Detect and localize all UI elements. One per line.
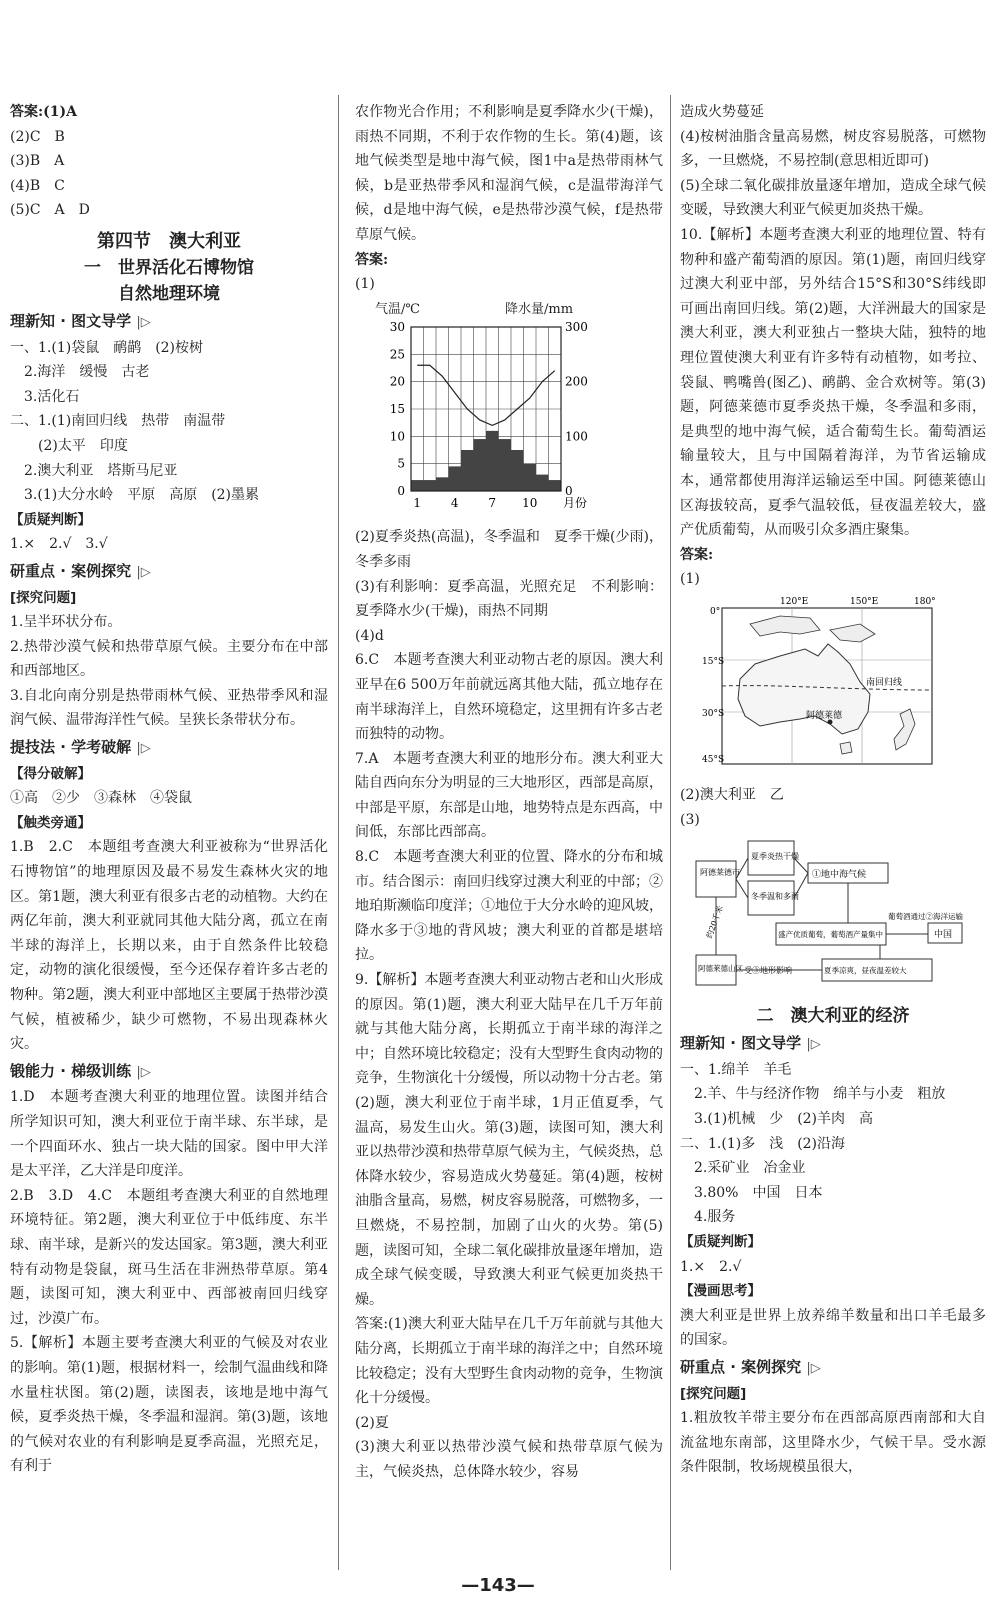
bracket-heading: 【质疑判断】 bbox=[10, 511, 91, 528]
list-item: 二、1.(1)多 浅 (2)沿海 bbox=[680, 1135, 846, 1152]
x-axis-label: 月份 bbox=[563, 495, 588, 510]
list-item: 一、1.绵羊 羊毛 bbox=[680, 1061, 792, 1078]
heading-yanzhongdian bbox=[680, 1355, 986, 1382]
paragraph: 3.自北向南分别是热带雨林气候、亚热带季风和湿润气候、温带海洋性气候。呈狭长条带状分布。 bbox=[10, 687, 328, 729]
paragraph: 6.C 本题考查澳大利亚动物古老的原因。澳大利亚早在6 500万年前就远离其他大陆，孤立地存在南半球海洋上，自然环境稳定，这里拥有许多古老而独特的动物。 bbox=[355, 652, 663, 743]
australia-map bbox=[702, 594, 940, 769]
paragraph: 1.B 2.C 本题组考查澳大利亚被称为“世界活化石博物馆”的地理原因及最不易发生森林火灾的地区。第1题，澳大利亚有很多古老的动植物。大约在两亿年前，澳大利亚就同其他大陆分离，孤立在南半球的海洋上，长期以来，由于自然条件比较稳定，动物的演化很缓慢，至今还保存着许多古老的物种。第2题，澳大利亚中部地区主要属于热带沙漠气候，植被稀少，缺少可燃物，不易出现森林火灾。 bbox=[10, 839, 328, 1053]
bracket-heading: 【得分破解】 bbox=[10, 765, 91, 782]
lon-label: 180° bbox=[914, 596, 936, 607]
y-tick-label-left: 20 bbox=[389, 374, 405, 389]
tropic-label: 南回归线 bbox=[866, 677, 903, 688]
precipitation-bar bbox=[511, 450, 524, 491]
precipitation-bar bbox=[536, 474, 549, 490]
x-tick-label: 7 bbox=[488, 495, 497, 510]
heading-text: 研重点 · 案例探究 bbox=[680, 1357, 802, 1376]
heading-text: 研重点 · 案例探究 bbox=[10, 561, 132, 580]
answer-line: (3)B A bbox=[10, 153, 65, 170]
flow-wine: 盛产优质葡萄，葡萄酒产量集中 bbox=[778, 929, 883, 939]
answer-line: (4)d bbox=[355, 627, 384, 644]
answer-line: (2)夏 bbox=[355, 1414, 389, 1431]
arrow-icon: |▷ bbox=[136, 564, 151, 580]
paragraph: (2)夏季炎热(高温)，冬季温和 夏季干燥(少雨)，冬季多雨 bbox=[355, 529, 663, 570]
paragraph: 1.呈半环状分布。 bbox=[10, 614, 122, 631]
arrow-icon: |▷ bbox=[136, 314, 151, 330]
precipitation-bar bbox=[424, 480, 437, 491]
lat-label: 15°S bbox=[702, 656, 725, 667]
answer-line: (4)B C bbox=[10, 177, 65, 194]
tasmania bbox=[840, 742, 852, 754]
bracket-heading: [探究问题] bbox=[10, 589, 77, 606]
sub-title: 二 澳大利亚的经济 bbox=[756, 1006, 910, 1027]
paragraph: (3)有利影响：夏季高温，光照充足 不利影响：夏季降水少(干燥)，雨热不同期 bbox=[355, 578, 663, 620]
bracket-heading: 【漫画思考】 bbox=[680, 1283, 761, 1300]
answer-line: (2)澳大利亚 乙 bbox=[680, 787, 784, 804]
list-item: 3.(1)大分水岭 平原 高原 (2)墨累 bbox=[24, 487, 260, 504]
flow-relief: 受③地形影响 bbox=[744, 965, 792, 975]
paragraph: 5.【解析】本题主要考查澳大利亚的气候及对农业的影响。第(1)题，根据材料一，绘制气温曲线和降水量柱状图。第(2)题，读图表，该地是地中海气候，夏季炎热干燥，冬季温和湿润。第(3)题，该地的气候对农业的有利影响是夏季高温，光照充足，有利于 bbox=[10, 1335, 328, 1475]
flow-climate: ①地中海气候 bbox=[812, 869, 867, 880]
answer-line: (1) bbox=[355, 276, 375, 293]
answer-line: (3) bbox=[680, 812, 700, 829]
y-tick-label-left: 25 bbox=[389, 347, 405, 362]
precipitation-bar bbox=[449, 466, 462, 491]
list-item: 2.采矿业 冶金业 bbox=[694, 1160, 806, 1177]
x-tick-label: 1 bbox=[413, 495, 422, 510]
sub-title: 自然地理环境 bbox=[118, 283, 220, 304]
column-3 bbox=[680, 100, 986, 1480]
score-answers: ①高 ②少 ③森林 ④袋鼠 bbox=[10, 790, 192, 807]
answers-label: 答案: bbox=[355, 251, 389, 268]
bracket-heading: 【质疑判断】 bbox=[680, 1234, 761, 1250]
heading-lixinzhi bbox=[10, 309, 328, 336]
page-number: —143— bbox=[461, 1575, 535, 1596]
answer-line: (5)C A D bbox=[10, 202, 90, 219]
list-item: 2.海洋 缓慢 古老 bbox=[24, 364, 150, 381]
lon-label: 120°E bbox=[780, 596, 809, 607]
list-item: 3.(1)机械 少 (2)羊肉 高 bbox=[694, 1111, 874, 1128]
heading-yanzhongdian bbox=[10, 559, 328, 586]
y-tick-label-right: 0 bbox=[565, 483, 573, 498]
climate-chart bbox=[373, 301, 623, 511]
flow-hills: 阿德莱德山区 bbox=[698, 963, 743, 973]
flow-city: 阿德莱德市 bbox=[700, 867, 740, 877]
y-tick-label-right: 300 bbox=[565, 319, 588, 334]
judgement-answers: 1.× 2.√ bbox=[680, 1258, 742, 1275]
heading-lixinzhi bbox=[680, 1031, 986, 1058]
flow-summer: 夏季炎热干燥 bbox=[751, 851, 799, 861]
list-item: 3.80% 中国 日本 bbox=[694, 1184, 823, 1201]
flow-diagram bbox=[690, 837, 970, 987]
list-item: 2.澳大利亚 塔斯马尼亚 bbox=[24, 462, 178, 479]
paragraph: 2.B 3.D 4.C 本题组考查澳大利亚的自然地理环境特征。第2题，澳大利亚位于中低纬度、东半球、南半球，是新兴的发达国家。第3题，澳大利亚特有动物是袋鼠，斑马生活在非洲热带草原。第4题，读图可知，澳大利亚中、西部被南回归线穿过，沙漠广布。 bbox=[10, 1187, 328, 1327]
flow-distance: 约20千米 bbox=[704, 904, 725, 940]
flow-china: 中国 bbox=[934, 929, 953, 940]
lat-label: 30°S bbox=[702, 708, 725, 719]
precipitation-bar bbox=[411, 480, 424, 491]
precipitation-bar bbox=[436, 477, 449, 491]
arrow-icon: |▷ bbox=[806, 1037, 821, 1053]
x-tick-label: 4 bbox=[450, 495, 459, 510]
list-item: 3.活化石 bbox=[24, 388, 80, 405]
y-axis-right-label: 降水量/mm bbox=[505, 301, 574, 317]
arrow-icon: |▷ bbox=[136, 741, 151, 757]
judgement-answers: 1.× 2.√ 3.√ bbox=[10, 536, 108, 553]
list-item: 二、1.(1)南回归线 热带 南温带 bbox=[10, 413, 226, 430]
precipitation-bar bbox=[499, 439, 512, 491]
section-title: 第四节 澳大利亚 bbox=[97, 230, 241, 252]
lat-label: 0° bbox=[710, 606, 721, 617]
y-tick-label-right: 100 bbox=[565, 429, 588, 444]
answer-line: (2)C B bbox=[10, 128, 65, 145]
lat-label: 45°S bbox=[702, 754, 725, 765]
precipitation-bar bbox=[474, 439, 487, 491]
y-tick-label-left: 10 bbox=[389, 429, 405, 444]
arrow-icon: |▷ bbox=[806, 1360, 821, 1376]
paragraph: 1.粗放牧羊带主要分布在西部高原西南部和大自流盆地东南部，这里降水少，气候干旱。受水源条件限制，牧场规模虽很大， bbox=[680, 1410, 986, 1476]
column-2 bbox=[355, 100, 663, 1485]
paragraph: 1.D 本题考查澳大利亚的地理位置。读图并结合所学知识可知，澳大利亚位于南半球、东半球，是一个四面环水、独占一块大陆的国家。图中甲大洋是太平洋，乙大洋是印度洋。 bbox=[10, 1089, 328, 1180]
x-tick-label: 10 bbox=[522, 495, 538, 510]
list-item: 4.服务 bbox=[694, 1209, 736, 1226]
paragraph: 农作物光合作用；不利影响是夏季降水少(干燥)，雨热不同期，不利于农作物的生长。第(4)题，该地气候类型是地中海气候，图1中a是热带雨林气候，b是亚热带季风和湿润气候，c是温带海洋气候，d是地中海气候，e是热带沙漠气候，f是热带草原气候。 bbox=[355, 104, 663, 243]
column-divider bbox=[338, 95, 339, 1570]
precipitation-bar bbox=[486, 431, 499, 491]
precipitation-bar bbox=[461, 450, 474, 491]
heading-duannengli bbox=[10, 1059, 328, 1086]
y-tick-label-left: 30 bbox=[389, 319, 405, 334]
heading-text: 提技法 · 学考破解 bbox=[10, 738, 132, 757]
y-tick-label-left: 15 bbox=[389, 401, 405, 416]
paragraph: 8.C 本题考查澳大利亚的位置、降水的分布和城市。结合图示：南回归线穿过澳大利亚的中部；②地珀斯濒临印度洋；①地位于大分水岭的迎风坡，降水多于③地的背风坡；澳大利亚的首都是堪培拉。 bbox=[355, 849, 663, 964]
arrow-icon: |▷ bbox=[136, 1064, 151, 1080]
flow-transport: 葡萄酒通过②海洋运输 bbox=[888, 911, 963, 921]
answers-label: 答案: bbox=[680, 546, 714, 563]
column-1 bbox=[10, 100, 328, 1479]
list-item: 2.羊、牛与经济作物 绵羊与小麦 粗放 bbox=[694, 1086, 946, 1103]
paragraph: 造成火势蔓延 bbox=[680, 104, 764, 120]
answers-label: 答案:(1)A bbox=[10, 104, 78, 120]
sub-title: 一 世界活化石博物馆 bbox=[84, 257, 254, 278]
heading-text: 理新知 · 图文导学 bbox=[10, 311, 132, 330]
list-item: (2)太平 印度 bbox=[38, 437, 128, 454]
city-label: 阿德莱德 bbox=[806, 710, 843, 721]
y-tick-label-right: 200 bbox=[565, 374, 588, 389]
paragraph: 答案:(1)澳大利亚大陆早在几千万年前就与其他大陆分离，长期孤立于南半球的海洋之中；自然环境比较稳定；没有大型野生食肉动物的竞争，生物演化十分缓慢。 bbox=[355, 1316, 663, 1407]
y-tick-label-left: 5 bbox=[397, 456, 405, 471]
precipitation-bars bbox=[411, 431, 561, 491]
paragraph: (5)全球二氧化碳排放量逐年增加，造成全球气候变暖，导致澳大利亚气候更加炎热干燥。 bbox=[680, 177, 986, 219]
answer-line: (1) bbox=[680, 571, 700, 588]
lon-label: 150°E bbox=[850, 596, 879, 607]
paragraph: (4)桉树油脂含量高易燃，树皮容易脱落，可燃物多，一旦燃烧，不易控制(意思相近即可) bbox=[680, 128, 986, 170]
precipitation-bar bbox=[549, 480, 562, 491]
y-axis-left-label: 气温/℃ bbox=[375, 301, 420, 317]
paragraph: (3)澳大利亚以热带沙漠气候和热带草原气候为主，气候炎热，总体降水较少，容易 bbox=[355, 1439, 663, 1480]
heading-text: 锻能力 · 梯级训练 bbox=[10, 1061, 132, 1080]
paragraph: 9.【解析】本题考查澳大利亚动物古老和山火形成的原因。第(1)题，澳大利亚大陆早在几千万年前就与其他大陆分离，长期孤立于南半球的海洋之中；自然环境比较稳定；没有大型野生食肉动物的竞争，生物演化十分缓慢，所以动物十分古老。第(2)题，澳大利亚位于南半球，1月正值夏季，气温高，易发生山火。第(3)题，读图可知，澳大利亚以热带沙漠和热带草原气候为主，气候炎热，总体降水较少，容易造成火势蔓延。第(4)题，桉树油脂含量高，易燃，树皮容易脱落，可燃物多，一旦燃烧，不易控制，加剧了山火的火势。第(5)题，读图可知，全球二氧化碳排放量逐年增加，造成全球气候变暖，导致澳大利亚气候更加炎热干燥。 bbox=[355, 972, 663, 1308]
flow-winter: 冬季温和多雨 bbox=[751, 891, 799, 901]
y-tick-label-left: 0 bbox=[397, 483, 405, 498]
list-item: 一、1.(1)袋鼠 鸸鹋 (2)桉树 bbox=[10, 339, 204, 356]
precipitation-bar bbox=[524, 463, 537, 490]
paragraph: 2.热带沙漠气候和热带草原气候。主要分布在中部和西部地区。 bbox=[10, 638, 328, 680]
heading-tijifa bbox=[10, 735, 328, 762]
paragraph: 澳大利亚是世界上放养绵羊数量和出口羊毛最多的国家。 bbox=[680, 1307, 986, 1349]
flow-cool: 夏季凉爽，昼夜温差较大 bbox=[824, 965, 907, 975]
heading-text: 理新知 · 图文导学 bbox=[680, 1034, 802, 1053]
bracket-heading: [探究问题] bbox=[680, 1385, 747, 1402]
bracket-heading: 【触类旁通】 bbox=[10, 814, 91, 831]
column-divider bbox=[670, 95, 671, 1570]
paragraph: 7.A 本题考查澳大利亚的地形分布。澳大利亚大陆自西向东分为明显的三大地形区，西部是高原，中部是平原，东部是山地，地势特点是东西高，中间低，东部比西部高。 bbox=[355, 750, 663, 841]
paragraph: 10.【解析】本题考查澳大利亚的地理位置、特有物种和盛产葡萄酒的原因。第(1)题，南回归线穿过澳大利亚中部，另外结合15°S和30°S纬线即可画出南回归线。第(2)题，大洋洲最大的国家是澳大利亚，澳大利亚独占一整块大陆，独特的地理位置使澳大利亚有许多特有动植物，如考拉、袋鼠、鸭嘴兽(图乙)、鸸鹋、金合欢树等。第(3)题，阿德莱德市夏季炎热干燥，冬季温和多雨，是典型的地中海气候，适合葡萄生长。葡萄酒运输量较大，且与中国隔着海洋，为节省运输成本，通常都使用海洋运输运至中国。阿德莱德山区海拔较高，夏季气温较低，昼夜温差较大，盛产优质葡萄，从而吸引众多酒庄聚集。 bbox=[680, 226, 986, 539]
